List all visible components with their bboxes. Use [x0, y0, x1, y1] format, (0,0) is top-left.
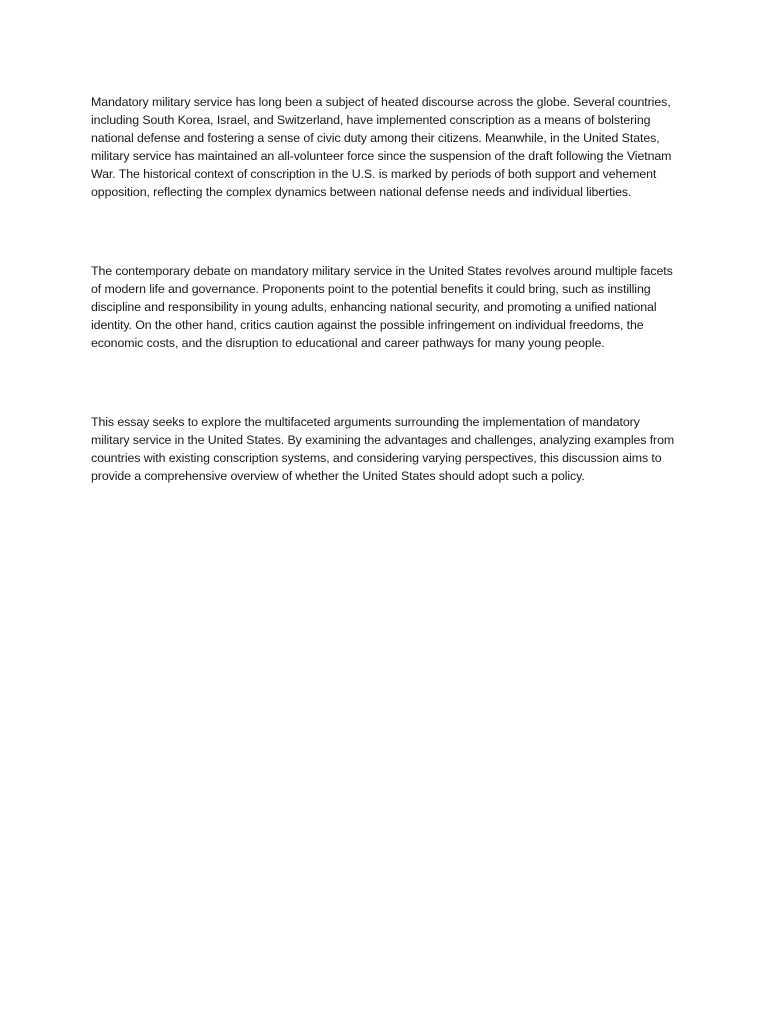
paragraph-intro: Mandatory military service has long been a subject of heated discourse across the globe. Several countries, including South Korea, Israel, and Switzerland, have implemented conscription as a means of bolstering national defense and fostering a sense of civic duty among their citizens. Meanwhile, in the United States, military service has maintained an all-volunteer force since the suspension of the draft following the Vietnam War. The historical context of conscription in the U.S. is marked by periods of both support and vehement opposition, reflecting the complex dynamics between national defense needs and individual liberties. — [91, 95, 672, 199]
paragraph-essay-purpose: This essay seeks to explore the multifaceted arguments surrounding the implementation of mandatory military service in the United States. By examining the advantages and challenges, analyzing examples from countries with existing conscription systems, and considering varying perspectives, this discussion aims to provide a comprehensive overview of whether the United States should adopt such a policy. — [91, 415, 675, 483]
paragraph-debate: The contemporary debate on mandatory military service in the United States revolves around multiple facets of modern life and governance. Proponents point to the potential benefits it could bring, such as instilling discipline and responsibility in young adults, enhancing national security, and promoting a unified national identity. On the other hand, critics caution against the possible infringement on individual freedoms, the economic costs, and the disruption to educational and career pathways for many young people. — [91, 264, 673, 350]
